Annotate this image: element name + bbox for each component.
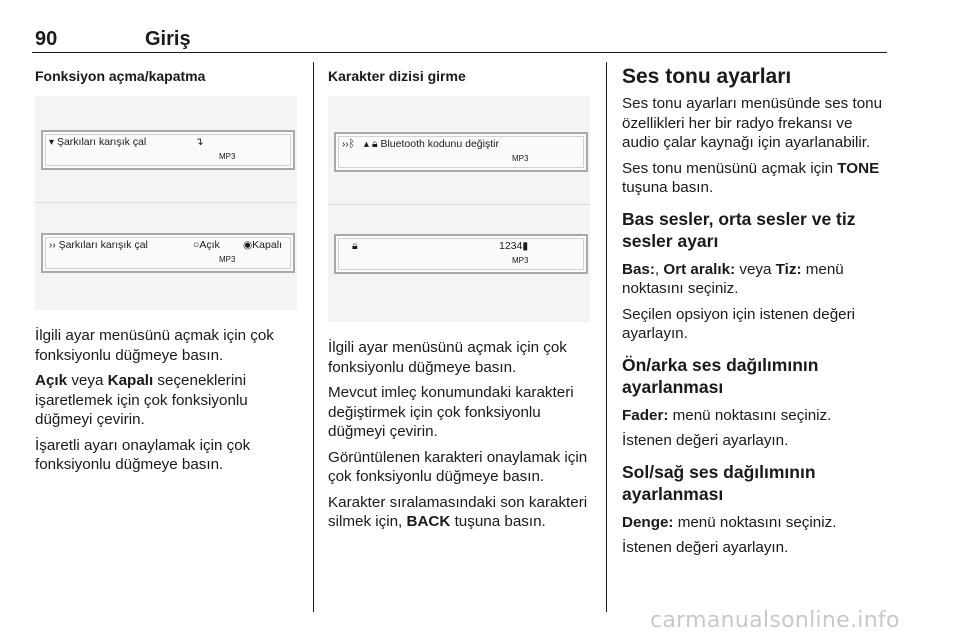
section-heading-character-entry: Karakter dizisi girme [328,68,466,84]
subheading-bass-mid-treble: Bas sesler, orta sesler ve tiz sesler ayarı [622,208,856,251]
lock-icon: 🔒︎ [371,138,378,150]
paragraph: Fader: menü noktasını seçiniz. [622,406,832,424]
code-value: 1234▮ [499,240,529,252]
paragraph: Bas:, Ort aralık: veya Tiz: menü noktasını seçiniz. [622,260,844,297]
paragraph: Mevcut imleç konumundaki karakteri değiştirmek için çok fonksiyonlu düğmeyi çevirin. [328,384,574,440]
paragraph: Ses tonu menüsünü açmak için TONE tuşuna basın. [622,159,880,196]
double-chevron-icon: ›› [49,240,56,251]
display-shuffle-collapsed [41,130,295,170]
column-divider-1 [313,62,314,612]
triangle-down-icon: ▾ [49,137,55,148]
subheading-balance: Sol/sağ ses dağılımının ayarlanması [622,461,816,504]
radio-empty-icon: ○ [193,239,200,251]
display-source: MP3 [219,255,236,264]
paragraph: Açık veya Kapalı seçeneklerini işaretlemek için çok fonksiyonlu düğmeyi çevirin. [35,372,248,428]
paragraph: Denge: menü noktasını seçiniz. [622,513,837,531]
page-header [32,26,887,53]
column-character-entry [328,64,596,538]
radio-selected-icon: ◉ [243,239,253,251]
double-chevron-icon: ›› [342,139,349,150]
display-label: ▾ Şarkıları karışık çal [49,136,147,148]
triangle-up-icon: ▴ [363,138,370,150]
page-number: 90 [35,28,58,50]
display-code-entry [334,234,588,274]
option-on: ○Açık [193,239,220,251]
display-source: MP3 [219,152,236,161]
display-bluetooth-code-menu [334,132,588,172]
column-divider-2 [606,62,607,612]
figure-bluetooth-code-display [328,96,590,322]
section-heading-function-toggle: Fonksiyon açma/kapatma [35,68,206,84]
option-off: ◉Kapalı [243,239,282,251]
return-arrow-icon: ↴ [195,136,204,148]
paragraph: İstenen değeri ayarlayın. [622,539,789,556]
paragraph: Karakter sıralamasındaki son karakteri silmek için, BACK tuşuna basın. [328,493,588,530]
paragraph: Görüntülenen karakteri onaylamak için çok fonksiyonlu düğmeye basın. [328,448,588,485]
column-tone-settings [622,64,884,564]
subheading-fader: Ön/arka ses dağılımının ayarlanması [622,354,819,397]
section-title-tone-settings: Ses tonu ayarları [622,65,792,88]
display-label: ›› Şarkıları karışık çal [49,239,148,251]
paragraph: İstenen değeri ayarlayın. [622,432,789,449]
display-source: MP3 [512,256,529,265]
bluetooth-icon: ᛒ [348,138,355,150]
column-function-toggle [35,64,301,481]
cursor-block-icon: ▮ [522,240,529,252]
paragraph: Ses tonu ayarları menüsünde ses tonu özellikleri her bir radyo frekansı ve audio çalar kaynağı için ayarlanabilir. [622,95,883,151]
paragraph: İlgili ayar menüsünü açmak için çok fonksiyonlu düğmeye basın. [35,327,274,364]
display-shuffle-options [41,233,295,273]
watermark: carmanualsonline.info [650,608,900,633]
paragraph: İlgili ayar menüsünü açmak için çok fonksiyonlu düğmeye basın. [328,339,567,376]
display-source: MP3 [512,154,529,163]
paragraph: Seçilen opsiyon için istenen değeri ayarlayın. [622,305,856,342]
lock-icon: 🔒︎ [352,240,358,252]
display-label: ››ᛒ ▴ 🔒︎ Bluetooth kodunu değiştir [342,138,499,150]
paragraph: İşaretli ayarı onaylamak için çok fonksiyonlu düğmeye basın. [35,436,251,473]
page-title: Giriş [145,28,191,50]
figure-shuffle-display [35,96,297,310]
